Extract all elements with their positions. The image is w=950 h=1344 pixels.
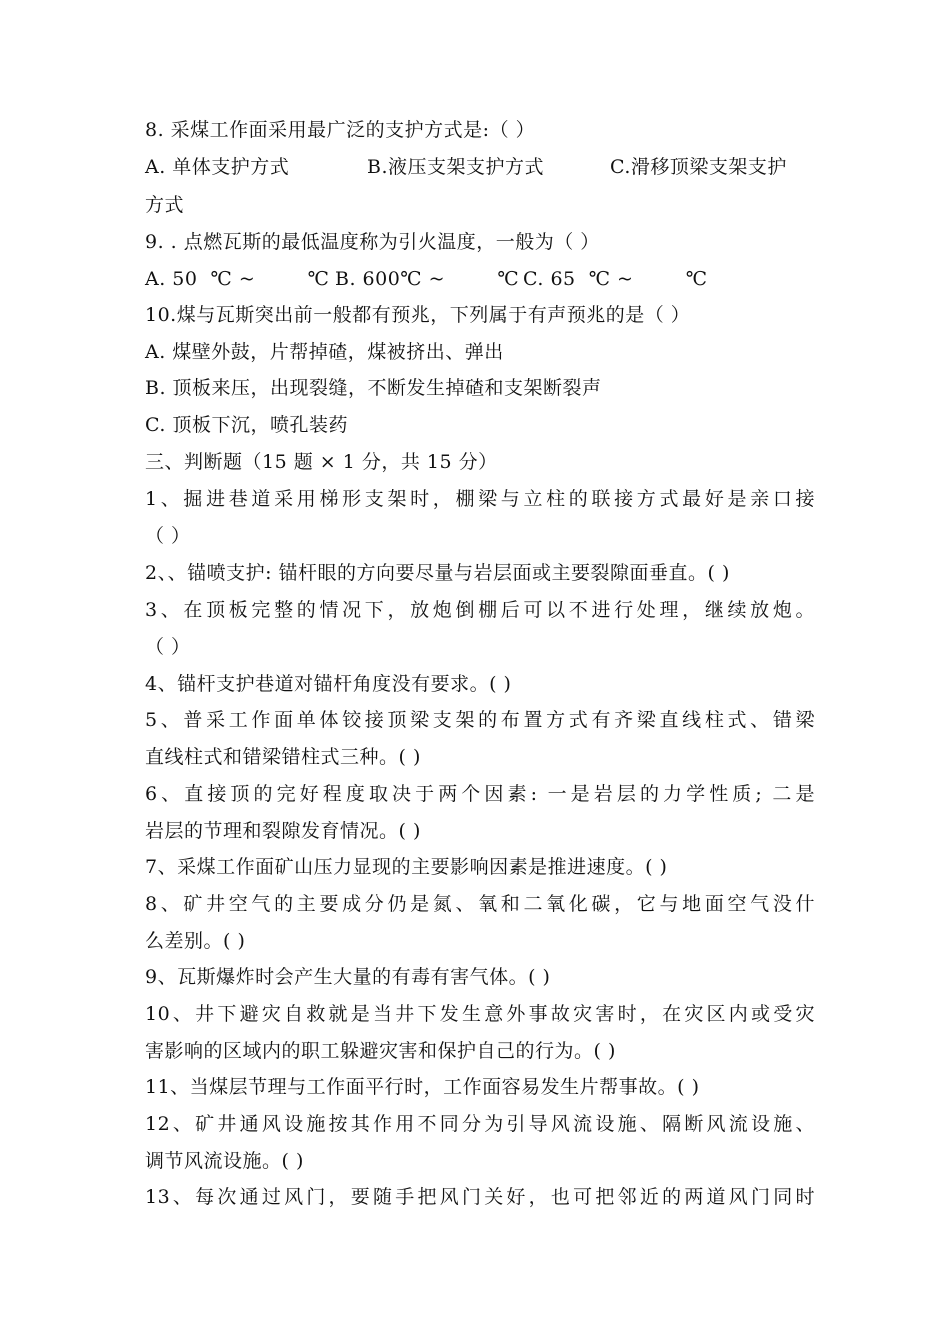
tf-item-8-line1: 8、矿井空气的主要成分仍是氮、氧和二氧化碳，它与地面空气没什 bbox=[145, 893, 815, 915]
tf-item-13-line1: 13、每次通过风门，要随手把风门关好，也可把邻近的两道风门同时 bbox=[145, 1186, 815, 1208]
tf-item-8-line2: 么差别。( ) bbox=[145, 930, 246, 952]
q8-option-c: C.滑移顶梁支架支护 bbox=[610, 156, 787, 178]
tf-item-11-line1: 11、当煤层节理与工作面平行时，工作面容易发生片帮事故。( ) bbox=[145, 1076, 700, 1098]
tf-item-1-line2: （ ） bbox=[145, 525, 191, 547]
tf-item-6-line2: 岩层的节理和裂隙发育情况。( ) bbox=[145, 820, 421, 842]
q8-options-row bbox=[145, 153, 815, 181]
tf-item-6-line1: 6、直接顶的完好程度取决于两个因素: 一是岩层的力学性质; 二是 bbox=[145, 783, 815, 805]
q10-option-a: A. 煤壁外鼓，片帮掉碴，煤被挤出、弹出 bbox=[145, 341, 504, 363]
q10-option-c: C. 顶板下沉，喷孔装药 bbox=[145, 414, 348, 436]
tf-item-2-line1: 2、、锚喷支护: 锚杆眼的方向要尽量与岩层面或主要裂隙面垂直。( ) bbox=[145, 562, 730, 584]
tf-item-9-line1: 9、瓦斯爆炸时会产生大量的有毒有害气体。( ) bbox=[145, 966, 551, 988]
q9-option-c: C. 65 ℃ ~ ℃ bbox=[523, 268, 708, 290]
q8-stem: 8. 采煤工作面采用最广泛的支护方式是:（ ） bbox=[145, 119, 536, 141]
q9-options-row bbox=[145, 265, 815, 293]
q9-option-b: B. 600℃ ~ ℃ bbox=[335, 268, 520, 290]
tf-item-10-line2: 害影响的区域内的职工躲避灾害和保护自己的行为。( ) bbox=[145, 1040, 616, 1062]
tf-item-4-line1: 4、锚杆支护巷道对锚杆角度没有要求。( ) bbox=[145, 673, 512, 695]
q9-stem: 9. . 点燃瓦斯的最低温度称为引火温度，一般为（ ） bbox=[145, 231, 600, 253]
tf-item-3-line1: 3、在顶板完整的情况下，放炮倒棚后可以不进行处理，继续放炮。 bbox=[145, 599, 815, 621]
tf-item-7-line1: 7、采煤工作面矿山压力显现的主要影响因素是推进速度。( ) bbox=[145, 856, 668, 878]
tf-item-5-line1: 5、普采工作面单体铰接顶梁支架的布置方式有齐梁直线柱式、错梁 bbox=[145, 709, 815, 731]
tf-item-3-line2: （ ） bbox=[145, 636, 191, 658]
q9-option-a: A. 50 ℃ ~ ℃ bbox=[145, 268, 330, 290]
tf-item-5-line2: 直线柱式和错梁错柱式三种。( ) bbox=[145, 746, 421, 768]
tf-item-12-line1: 12、矿井通风设施按其作用不同分为引导风流设施、隔断风流设施、 bbox=[145, 1113, 815, 1135]
tf-item-10-line1: 10、井下避灾自救就是当井下发生意外事故灾害时，在灾区内或受灾 bbox=[145, 1003, 815, 1025]
q8-option-b: B.液压支架支护方式 bbox=[367, 156, 545, 178]
tf-item-1-line1: 1、掘进巷道采用梯形支架时，棚梁与立柱的联接方式最好是亲口接 bbox=[145, 488, 815, 510]
q8-option-c-continued: 方式 bbox=[145, 194, 185, 216]
q10-stem: 10.煤与瓦斯突出前一般都有预兆，下列属于有声预兆的是（ ） bbox=[145, 304, 691, 326]
tf-item-12-line2: 调节风流设施。( ) bbox=[145, 1150, 304, 1172]
q10-option-b: B. 顶板来压，出现裂缝，不断发生掉碴和支架断裂声 bbox=[145, 377, 602, 399]
q8-option-a: A. 单体支护方式 bbox=[145, 156, 290, 178]
section-heading-true-false: 三、判断题（15 题 × 1 分，共 15 分） bbox=[145, 451, 498, 473]
